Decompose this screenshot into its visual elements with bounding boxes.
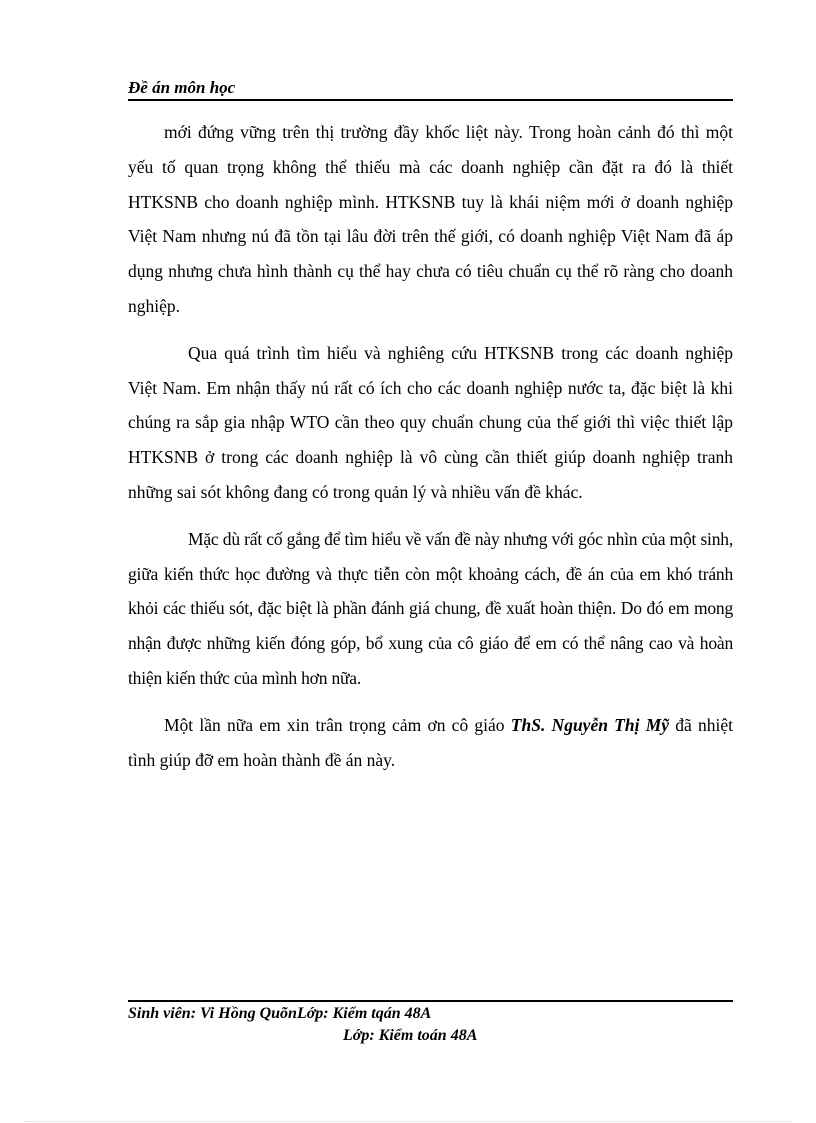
paragraph-thanks [128, 708, 733, 778]
header-title: Đề án môn học [128, 78, 236, 97]
body-text [128, 115, 733, 789]
header-rule [128, 99, 733, 101]
footer-rule [128, 1000, 733, 1002]
thanks-text-before: Một lần nữa em xin trân trọng cảm ơn cô giáo [164, 714, 511, 735]
paragraph-intro: mới đứng vững trên thị trường đầy khốc liệt này. Trong hoàn cảnh đó thì một yếu tố quan trọng không thể thiếu mà các doanh nghiệp cần đặt ra đó là thiết HTKSNB cho doanh nghiệp mình. HTKSNB tuy là khái niệm mới ở doanh nghiệp Việt Nam nhưng nú đã tồn tại lâu đời trên thế giới, có doanh nghiệp Việt Nam đã áp dụng nhưng chưa hình thành cụ thể hay chưa có tiêu chuẩn cụ thể rõ ràng cho doanh nghiệp. [128, 122, 733, 316]
thanks-text-after: đã nhiệt tình giúp đỡ em hoàn thành đề án này. [128, 714, 734, 770]
paragraph-research: Qua quá trình tìm hiểu và nghiêng cứu HTKSNB trong các doanh nghiệp Việt Nam. Em nhận thấy nú rất có ích cho các doanh nghiệp nước ta, đặc biệt là khi chúng ra sắp gia nhập WTO cần theo quy chuẩn chung của thế giới thì việc thiết lập HTKSNB ở trong các doanh nghiệp là vô cùng cần thiết giúp doanh nghiệp tranh những sai sót không đang có trong quản lý và nhiều vấn đề khác. [128, 342, 733, 502]
paragraph-limitations: Mặc dù rất cố gắng để tìm hiểu về vấn đề này nhưng với góc nhìn của một sinh, giữa kiến thức học đường và thực tiễn còn một khoảng cách, đề án của em khó tránh khỏi các thiếu sót, đặc biệt là phần đánh giá chung, đề xuất hoàn thiện. Do đó em mong nhận được những kiến đóng góp, bổ xung của cô giáo để em có thể nâng cao và hoàn thiện kiến thức của mình hơn nữa. [128, 528, 733, 688]
footer-class-line: Lớp: Kiểm toán 48A [343, 1027, 478, 1044]
teacher-name: ThS. Nguyễn Thị Mỹ [510, 714, 670, 735]
footer-student-line: Sinh viên: Vi Hồng QuõnLớp: Kiểm tqán 48A [128, 1005, 432, 1022]
page-bottom-edge [24, 1121, 792, 1122]
